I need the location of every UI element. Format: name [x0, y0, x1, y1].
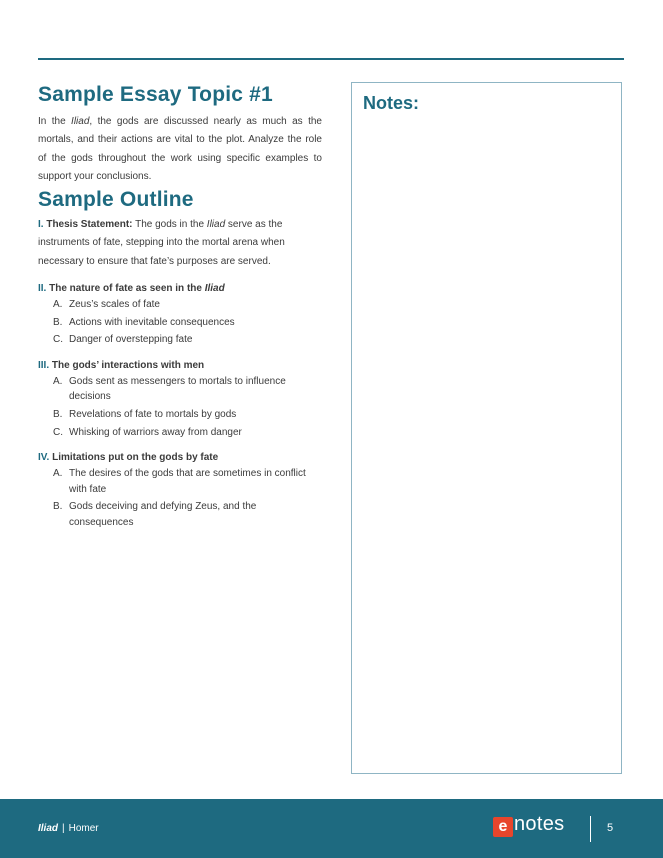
outline-section-ii — [38, 280, 322, 348]
top-rule — [38, 58, 624, 60]
footer — [0, 799, 663, 858]
list-item: C. Whisking of warriors away from danger — [53, 426, 242, 438]
footer-separator: | — [62, 823, 65, 834]
topic-prompt: In the Iliad, the gods are discussed nearly as much as the mortals, and their actions are vital to the plot. Analyze the role of the gods throughout the work using specific examples to support your conclusions. — [38, 116, 322, 182]
page-number: 5 — [607, 822, 614, 834]
notes-box[interactable] — [351, 82, 622, 774]
list-item: C. Danger of overstepping fate — [53, 334, 193, 346]
list-item: B. Gods deceiving and defying Zeus, and the consequences — [53, 501, 257, 529]
logo-e-icon: e — [493, 817, 513, 837]
outline-section-title: III. The gods’ interactions with men — [38, 359, 205, 371]
outline-section-iv — [38, 449, 322, 530]
thesis-statement: I. Thesis Statement: The gods in the Iliad serve as the instruments of fate, stepping into the mortal arena when necessary to ensure that fate’s purposes are served. — [38, 219, 285, 267]
outline-section-title: II. The nature of fate as seen in the Iliad — [38, 283, 225, 295]
essay-column — [38, 81, 322, 533]
outline-section-iii — [38, 357, 322, 440]
outline-title: Sample Outline — [38, 188, 194, 212]
list-item: B. Revelations of fate to mortals by gods — [53, 409, 237, 421]
list-item: B. Actions with inevitable consequences — [53, 316, 235, 328]
author-name: Homer — [68, 823, 99, 834]
footer-divider — [590, 816, 591, 842]
book-title: Iliad — [38, 823, 59, 834]
footer-book-info — [38, 823, 99, 834]
topic-title: Sample Essay Topic #1 — [38, 83, 273, 106]
logo-text: notes — [514, 813, 565, 835]
list-item: A. Gods sent as messengers to mortals to influence decisions — [53, 375, 286, 403]
outline-section-title: IV. Limitations put on the gods by fate — [38, 452, 219, 464]
list-item: A. The desires of the gods that are sometimes in conflict with fate — [53, 468, 306, 495]
list-item: A. Zeus’s scales of fate — [53, 299, 160, 311]
notes-title: Notes: — [363, 93, 420, 113]
